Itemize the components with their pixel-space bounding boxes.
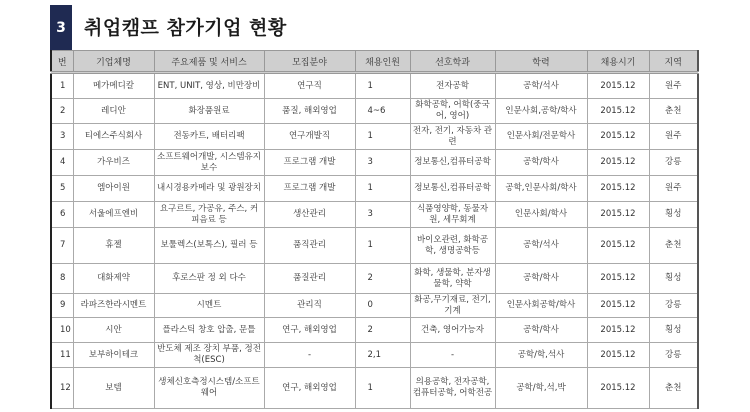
cell-education: 공학/학,석,박 <box>495 368 587 409</box>
cell-period: 2015.12 <box>587 368 649 409</box>
cell-field: 품질관리 <box>264 264 355 294</box>
cell-period: 2015.12 <box>587 343 649 368</box>
cell-major: 화학공학, 어학(중국어, 영어) <box>410 99 495 124</box>
cell-products: 반도체 제조 장치 부품, 정전척(ESC) <box>154 343 264 368</box>
cell-hires: 2 <box>355 318 410 343</box>
cell-products: 시멘트 <box>154 294 264 318</box>
cell-hires: 3 <box>355 202 410 228</box>
cell-major: 전자공학 <box>410 73 495 99</box>
table-header-row <box>51 51 698 73</box>
cell-products: 요구르트, 가공유, 주스, 커피음료 등 <box>154 202 264 228</box>
cell-major: 식품영양학, 동물자원, 세무회계 <box>410 202 495 228</box>
cell-region: 횡성 <box>649 264 698 294</box>
table-row <box>51 264 698 294</box>
company-table <box>50 50 699 409</box>
section-title: 취업캠프 참가기업 현황 <box>84 17 287 39</box>
cell-company: 엠아이원 <box>73 176 154 202</box>
cell-field: 프로그램 개발 <box>264 176 355 202</box>
cell-education: 공학/학사 <box>495 150 587 176</box>
cell-region: 춘천 <box>649 228 698 264</box>
cell-company: 시안 <box>73 318 154 343</box>
cell-period: 2015.12 <box>587 318 649 343</box>
cell-education: 인문사회,공학/학사 <box>495 99 587 124</box>
cell-products: 소프트웨어개발, 시스템유지보수 <box>154 150 264 176</box>
cell-major: 정보통신,컴퓨터공학 <box>410 176 495 202</box>
cell-major: 전자, 전기, 자동차 관련 <box>410 124 495 150</box>
cell-hires: 2,1 <box>355 343 410 368</box>
cell-company: 서울에프엔비 <box>73 202 154 228</box>
cell-field: 품질, 해외영업 <box>264 99 355 124</box>
cell-region: 원주 <box>649 124 698 150</box>
cell-field: 생산관리 <box>264 202 355 228</box>
cell-major: - <box>410 343 495 368</box>
cell-education: 공학/석사 <box>495 228 587 264</box>
cell-field: 관리직 <box>264 294 355 318</box>
table-row <box>51 124 698 150</box>
cell-field: - <box>264 343 355 368</box>
cell-company: 가우비즈 <box>73 150 154 176</box>
cell-products: 플라스틱 창호 압출, 문틀 <box>154 318 264 343</box>
cell-no: 10 <box>51 318 73 343</box>
cell-education: 인문사회/전문학사 <box>495 124 587 150</box>
cell-period: 2015.12 <box>587 228 649 264</box>
cell-education: 공학/학사 <box>495 264 587 294</box>
cell-no: 2 <box>51 99 73 124</box>
table-row <box>51 202 698 228</box>
cell-company: 레디안 <box>73 99 154 124</box>
cell-period: 2015.12 <box>587 73 649 99</box>
col-header-company: 기업체명 <box>73 51 154 73</box>
cell-company: 보템 <box>73 368 154 409</box>
cell-education: 공학/학,석사 <box>495 343 587 368</box>
col-header-products: 주요제품 및 서비스 <box>154 51 264 73</box>
cell-field: 연구개발직 <box>264 124 355 150</box>
cell-region: 강릉 <box>649 294 698 318</box>
cell-hires: 1 <box>355 176 410 202</box>
cell-major: 의용공학, 전자공학, 컴퓨터공학, 어학전공 <box>410 368 495 409</box>
cell-field: 품직관리 <box>264 228 355 264</box>
table-row <box>51 150 698 176</box>
table-row <box>51 73 698 99</box>
cell-major: 바이오관련, 화학공학, 생명공학등 <box>410 228 495 264</box>
table-row <box>51 368 698 409</box>
cell-period: 2015.12 <box>587 202 649 228</box>
cell-hires: 4~6 <box>355 99 410 124</box>
cell-region: 춘천 <box>649 99 698 124</box>
col-header-hires: 채용인원 <box>355 51 410 73</box>
table-row <box>51 228 698 264</box>
cell-region: 강릉 <box>649 343 698 368</box>
cell-period: 2015.12 <box>587 264 649 294</box>
col-header-education: 학력 <box>495 51 587 73</box>
cell-period: 2015.12 <box>587 150 649 176</box>
cell-region: 원주 <box>649 73 698 99</box>
cell-hires: 3 <box>355 150 410 176</box>
cell-period: 2015.12 <box>587 124 649 150</box>
cell-region: 횡성 <box>649 318 698 343</box>
col-header-major: 선호학과 <box>410 51 495 73</box>
cell-region: 춘천 <box>649 368 698 409</box>
cell-products: 후로스판 정 외 다수 <box>154 264 264 294</box>
cell-period: 2015.12 <box>587 294 649 318</box>
cell-no: 9 <box>51 294 73 318</box>
cell-company: 대화제약 <box>73 264 154 294</box>
cell-no: 11 <box>51 343 73 368</box>
cell-education: 인문사회공학/학사 <box>495 294 587 318</box>
cell-hires: 1 <box>355 368 410 409</box>
table-row <box>51 99 698 124</box>
col-header-field: 모집분야 <box>264 51 355 73</box>
cell-major: 정보통신,컴퓨터공학 <box>410 150 495 176</box>
cell-education: 공학/학사 <box>495 318 587 343</box>
cell-products: 화장품원료 <box>154 99 264 124</box>
cell-period: 2015.12 <box>587 176 649 202</box>
cell-hires: 1 <box>355 124 410 150</box>
section-number-badge: 3 <box>50 5 72 50</box>
cell-field: 연구, 해외영업 <box>264 318 355 343</box>
cell-field: 연구, 해외영업 <box>264 368 355 409</box>
cell-no: 6 <box>51 202 73 228</box>
cell-period: 2015.12 <box>587 99 649 124</box>
cell-region: 횡성 <box>649 202 698 228</box>
cell-company: 메가메디칼 <box>73 73 154 99</box>
cell-field: 연구직 <box>264 73 355 99</box>
cell-products: 전동카트, 배터리팩 <box>154 124 264 150</box>
col-header-no: 번 <box>51 51 73 73</box>
cell-products: 보툴렉스(보톡스), 필러 등 <box>154 228 264 264</box>
col-header-period: 채용시기 <box>587 51 649 73</box>
cell-region: 강릉 <box>649 150 698 176</box>
cell-no: 3 <box>51 124 73 150</box>
table-row <box>51 343 698 368</box>
cell-education: 인문사회/학사 <box>495 202 587 228</box>
cell-field: 프로그램 개발 <box>264 150 355 176</box>
cell-products: 생체신호측정시스템/소프트웨어 <box>154 368 264 409</box>
cell-company: 휴젤 <box>73 228 154 264</box>
cell-products: ENT, UNIT, 영상, 비만장비 <box>154 73 264 99</box>
cell-major: 화공,무기재료, 전기, 기계 <box>410 294 495 318</box>
cell-major: 화학, 생물학, 분자생물학, 약학 <box>410 264 495 294</box>
cell-no: 4 <box>51 150 73 176</box>
cell-region: 원주 <box>649 176 698 202</box>
cell-education: 공학,인문사회/학사 <box>495 176 587 202</box>
cell-education: 공학/석사 <box>495 73 587 99</box>
cell-company: 라파즈한라시멘트 <box>73 294 154 318</box>
cell-no: 12 <box>51 368 73 409</box>
cell-no: 8 <box>51 264 73 294</box>
cell-hires: 1 <box>355 73 410 99</box>
cell-company: 보부하이테크 <box>73 343 154 368</box>
cell-hires: 0 <box>355 294 410 318</box>
cell-company: 티에스주식회사 <box>73 124 154 150</box>
cell-no: 1 <box>51 73 73 99</box>
table-row <box>51 294 698 318</box>
cell-no: 7 <box>51 228 73 264</box>
table-row <box>51 318 698 343</box>
cell-no: 5 <box>51 176 73 202</box>
cell-hires: 1 <box>355 228 410 264</box>
cell-major: 건축, 영어가능자 <box>410 318 495 343</box>
cell-products: 내시경용카메라 및 광원장치 <box>154 176 264 202</box>
table-row <box>51 176 698 202</box>
col-header-region: 지역 <box>649 51 698 73</box>
cell-hires: 2 <box>355 264 410 294</box>
